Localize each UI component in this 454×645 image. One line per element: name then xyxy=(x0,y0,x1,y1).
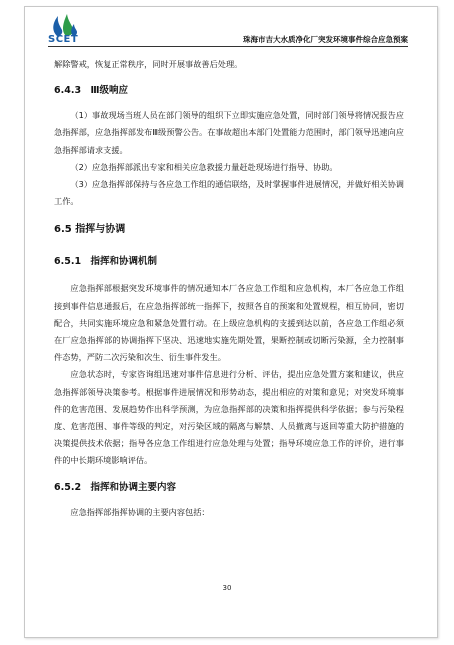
company-logo-text: SCET xyxy=(48,34,79,45)
heading-6-5-2: 6.5.2 指挥和协调主要内容 xyxy=(54,481,177,493)
paragraph-1: （1）事故现场当班人员在部门领导的组织下立即实施应急处置，同时部门领导将情况报告应急指挥部，应急指挥部发布Ⅲ级预警公告。在事故超出本部门处置能力范围时，部门领导迅速向应急指挥部请求支援。 xyxy=(54,110,404,155)
page-header xyxy=(48,12,408,46)
heading-6-4-3: 6.4.3 Ⅲ级响应 xyxy=(54,85,129,97)
paragraph-5: 应急状态时，专家咨询组迅速对事件信息进行分析、评估，提出应急处置方案和建议，供应急指挥部领导决策参考。根据事件进展情况和形势动态，提出相应的对策和意见；对突发环境事件的危害范围、发展趋势作出科学预测，为应急指挥部的决策和指挥提供科学依据；参与污染程度、危害范围、事件等级的判定，对污染区域的隔离与解禁、人员撤离与返回等重大防护措施的决策提供技术依据；指导各应急工作组进行应急处理与处置；指导环境应急工作的评价，进行事件的中长期环境影响评估。 xyxy=(54,369,404,466)
paragraph-2: （2）应急指挥部派出专家和相关应急救援力量赶赴现场进行指导、协助。 xyxy=(70,161,338,172)
document-header-title: 珠海市吉大水质净化厂突发环境事件综合应急预案 xyxy=(243,35,408,44)
paragraph-6: 应急指挥部指挥协调的主要内容包括： xyxy=(70,506,210,517)
page-number: 30 xyxy=(222,584,232,592)
document-body xyxy=(54,56,404,521)
heading-6-5-1: 6.5.1 指挥和协调机制 xyxy=(54,256,158,268)
header-divider xyxy=(48,46,408,47)
paragraph-intro: 解除警戒，恢复正常秩序，同时开展事故善后处理。 xyxy=(54,59,243,69)
paragraph-4: 应急指挥部根据突发环境事件的情况通知本厂各应急工作组和应急机构，本厂各应急工作组接到事件信息通报后，在应急指挥部统一指挥下，按照各自的预案和处置规程，相互协同，密切配合，共同实施环境应急和紧急处置行动。在上级应急机构的支援到达以前，各应急工作组必须在厂应急指挥部的协调指挥下坚决、迅速地实施先期处置，果断控制或切断污染源，全力控制事件态势，严防二次污染和次生、衍生事件发生。 xyxy=(54,283,404,363)
paragraph-3: （3）应急指挥部保持与各应急工作组的通信联络，及时掌握事件进展情况，并做好相关协调工作。 xyxy=(54,179,404,207)
heading-6-5: 6.5 指挥与协调 xyxy=(54,224,126,236)
